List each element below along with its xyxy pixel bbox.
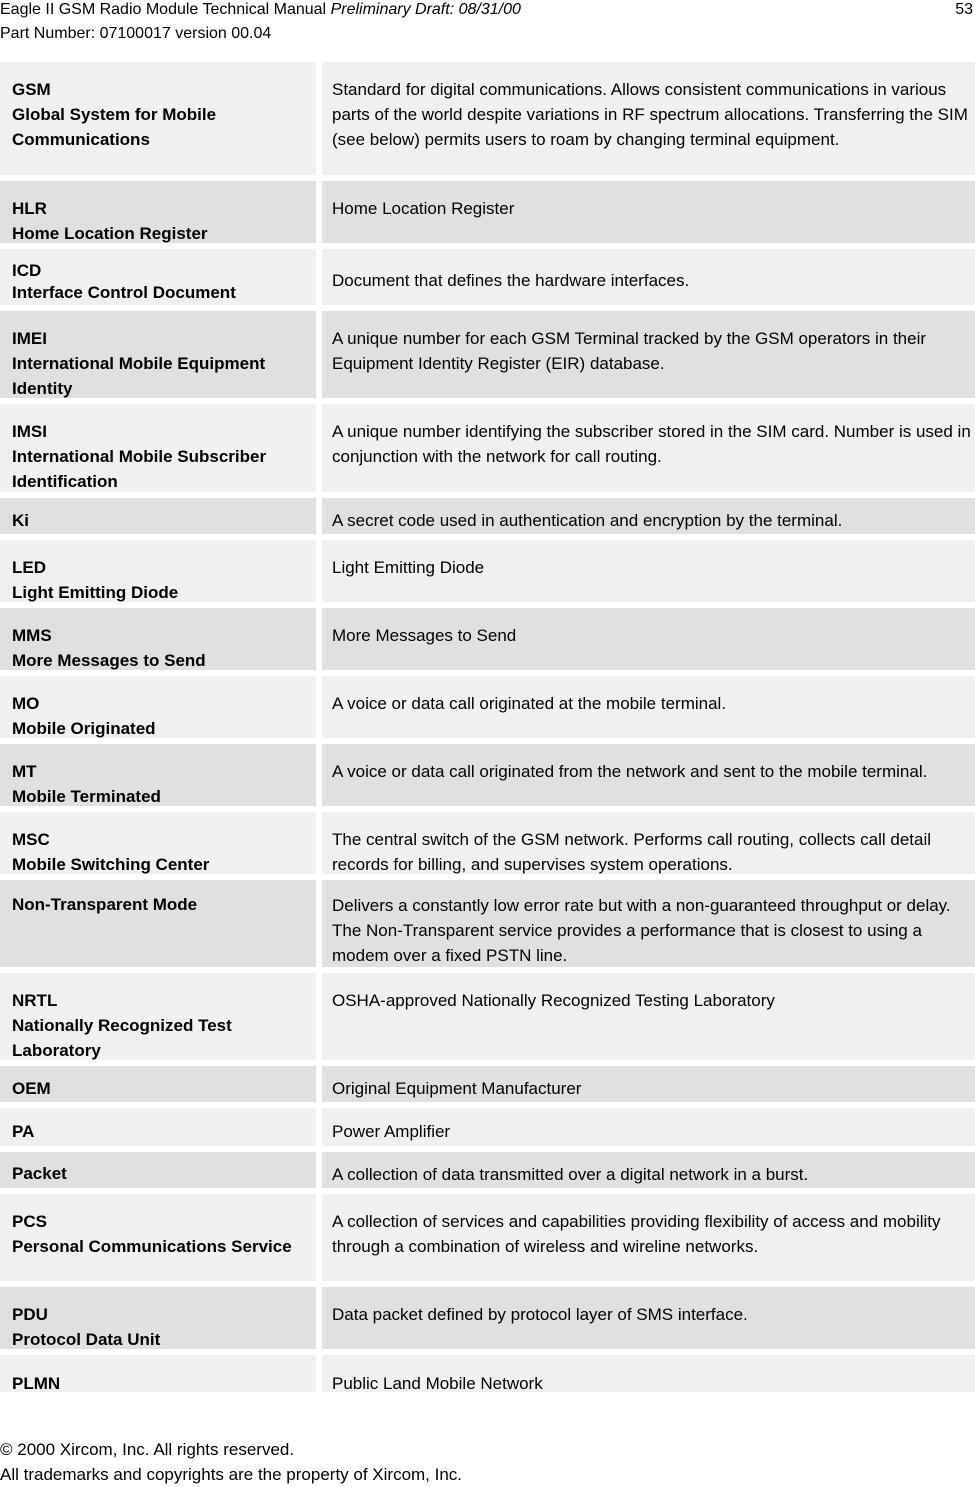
term-full-name: Light Emitting Diode xyxy=(12,583,179,602)
header-title-line xyxy=(0,0,521,20)
glossary-row xyxy=(0,1355,975,1392)
term-abbreviation: OEM xyxy=(12,1079,51,1098)
glossary-row xyxy=(0,744,975,806)
term-abbreviation: IMSI xyxy=(12,422,47,441)
glossary-definition: A unique number identifying the subscriber stored in the SIM card. Number is used in conjunction with the network for call routing. xyxy=(322,404,975,492)
glossary-term xyxy=(0,181,316,243)
glossary-row xyxy=(0,973,975,1060)
page-footer xyxy=(0,1437,462,1487)
glossary-term xyxy=(0,812,316,874)
glossary-row xyxy=(0,1194,975,1281)
glossary-row xyxy=(0,249,975,305)
term-abbreviation: NRTL xyxy=(12,991,58,1010)
glossary-definition: A collection of services and capabilities providing flexibility of access and mobility through a combination of wireless and wireline networks. xyxy=(322,1194,975,1281)
term-abbreviation: PCS xyxy=(12,1212,47,1231)
glossary-row xyxy=(0,540,975,602)
term-abbreviation: Ki xyxy=(12,511,29,530)
term-full-name: Protocol Data Unit xyxy=(12,1330,161,1349)
glossary-row xyxy=(0,311,975,398)
glossary-definition: Data packet defined by protocol layer of SMS interface. xyxy=(322,1287,975,1349)
page-number: 53 xyxy=(955,1,973,18)
term-abbreviation: IMEI xyxy=(12,329,47,348)
glossary-definition: Light Emitting Diode xyxy=(322,540,975,602)
term-abbreviation: MT xyxy=(12,762,37,781)
glossary-term xyxy=(0,62,316,175)
glossary-term xyxy=(0,973,316,1060)
term-full-name: Personal Communications Service xyxy=(12,1237,292,1256)
glossary-term xyxy=(0,1287,316,1349)
glossary-definition: A voice or data call originated at the mobile terminal. xyxy=(322,676,975,738)
glossary-term xyxy=(0,1152,316,1188)
term-abbreviation: Packet xyxy=(12,1164,67,1183)
term-abbreviation: PA xyxy=(12,1122,35,1141)
glossary-definition: Home Location Register xyxy=(322,181,975,243)
term-abbreviation: MSC xyxy=(12,830,50,849)
glossary-term xyxy=(0,880,316,967)
glossary-term xyxy=(0,1355,316,1392)
glossary-definition: Public Land Mobile Network xyxy=(322,1355,975,1392)
manual-title: Eagle II GSM Radio Module Technical Manual xyxy=(0,1,327,18)
copyright-notice: © 2000 Xircom, Inc. All rights reserved. xyxy=(0,1440,295,1459)
glossary-term xyxy=(0,1108,316,1146)
glossary-row xyxy=(0,498,975,534)
glossary-term xyxy=(0,498,316,534)
term-abbreviation: HLR xyxy=(12,199,47,218)
term-full-name: Mobile Terminated xyxy=(12,787,161,806)
glossary-row xyxy=(0,62,975,175)
glossary-definition: The central switch of the GSM network. Performs call routing, collects call detail records for billing, and supervises system operations. xyxy=(322,812,975,874)
term-full-name: International Mobile Equipment Identity xyxy=(12,354,266,398)
term-full-name: Global System for Mobile Communications xyxy=(12,105,217,149)
glossary-row xyxy=(0,608,975,670)
glossary-definition: Document that defines the hardware interfaces. xyxy=(322,249,975,305)
glossary-term xyxy=(0,744,316,806)
term-abbreviation: MMS xyxy=(12,626,52,645)
glossary-term xyxy=(0,1194,316,1281)
term-abbreviation: ICD xyxy=(12,261,42,280)
term-abbreviation: Non-Transparent Mode xyxy=(12,895,198,914)
term-full-name: Mobile Originated xyxy=(12,719,156,738)
glossary-term xyxy=(0,676,316,738)
glossary-term xyxy=(0,249,316,305)
glossary-term xyxy=(0,1066,316,1102)
glossary-definition: A unique number for each GSM Terminal tracked by the GSM operators in their Equipment Identity Register (EIR) database. xyxy=(322,311,975,398)
term-full-name: Interface Control Document xyxy=(12,283,236,302)
glossary-term xyxy=(0,608,316,670)
glossary-definition: OSHA-approved Nationally Recognized Testing Laboratory xyxy=(322,973,975,1060)
glossary-definition: Delivers a constantly low error rate but with a non-guaranteed throughput or delay. The Non-Transparent service provides a performance that is closest to using a modem over a fixed PSTN line. xyxy=(322,880,975,967)
glossary-definition: Original Equipment Manufacturer xyxy=(322,1066,975,1102)
glossary-table xyxy=(0,62,975,1398)
term-full-name: More Messages to Send xyxy=(12,651,206,670)
glossary-row xyxy=(0,1152,975,1188)
glossary-row xyxy=(0,1066,975,1102)
glossary-definition: A voice or data call originated from the network and sent to the mobile terminal. xyxy=(322,744,975,806)
glossary-definition: A collection of data transmitted over a digital network in a burst. xyxy=(322,1152,975,1188)
glossary-term xyxy=(0,404,316,492)
glossary-definition: A secret code used in authentication and encryption by the terminal. xyxy=(322,498,975,534)
term-full-name: Mobile Switching Center xyxy=(12,855,210,874)
part-number: Part Number: 07100017 version 00.04 xyxy=(0,25,272,42)
glossary-row xyxy=(0,1108,975,1146)
glossary-definition: Standard for digital communications. Allows consistent communications in various parts of the world despite variations in RF spectrum allocations. Transferring the SIM (see below) permits users to roam by changing terminal equipment. xyxy=(322,62,975,175)
term-full-name: Nationally Recognized Test Laboratory xyxy=(12,1016,232,1060)
glossary-row xyxy=(0,1287,975,1349)
term-full-name: International Mobile Subscriber Identification xyxy=(12,447,267,491)
glossary-definition: Power Amplifier xyxy=(322,1108,975,1146)
term-abbreviation: PDU xyxy=(12,1305,48,1324)
glossary-term xyxy=(0,311,316,398)
term-abbreviation: PLMN xyxy=(12,1374,61,1393)
glossary-definition: More Messages to Send xyxy=(322,608,975,670)
glossary-row xyxy=(0,404,975,492)
glossary-term xyxy=(0,540,316,602)
term-full-name: Home Location Register xyxy=(12,224,208,243)
trademark-notice: All trademarks and copyrights are the property of Xircom, Inc. xyxy=(0,1465,463,1484)
glossary-row xyxy=(0,880,975,967)
term-abbreviation: LED xyxy=(12,558,46,577)
glossary-row xyxy=(0,812,975,874)
glossary-row xyxy=(0,676,975,738)
draft-label: Preliminary Draft: 08/31/00 xyxy=(330,1,521,18)
term-abbreviation: GSM xyxy=(12,80,51,99)
term-abbreviation: MO xyxy=(12,694,40,713)
page-header xyxy=(0,0,975,56)
glossary-row xyxy=(0,181,975,243)
